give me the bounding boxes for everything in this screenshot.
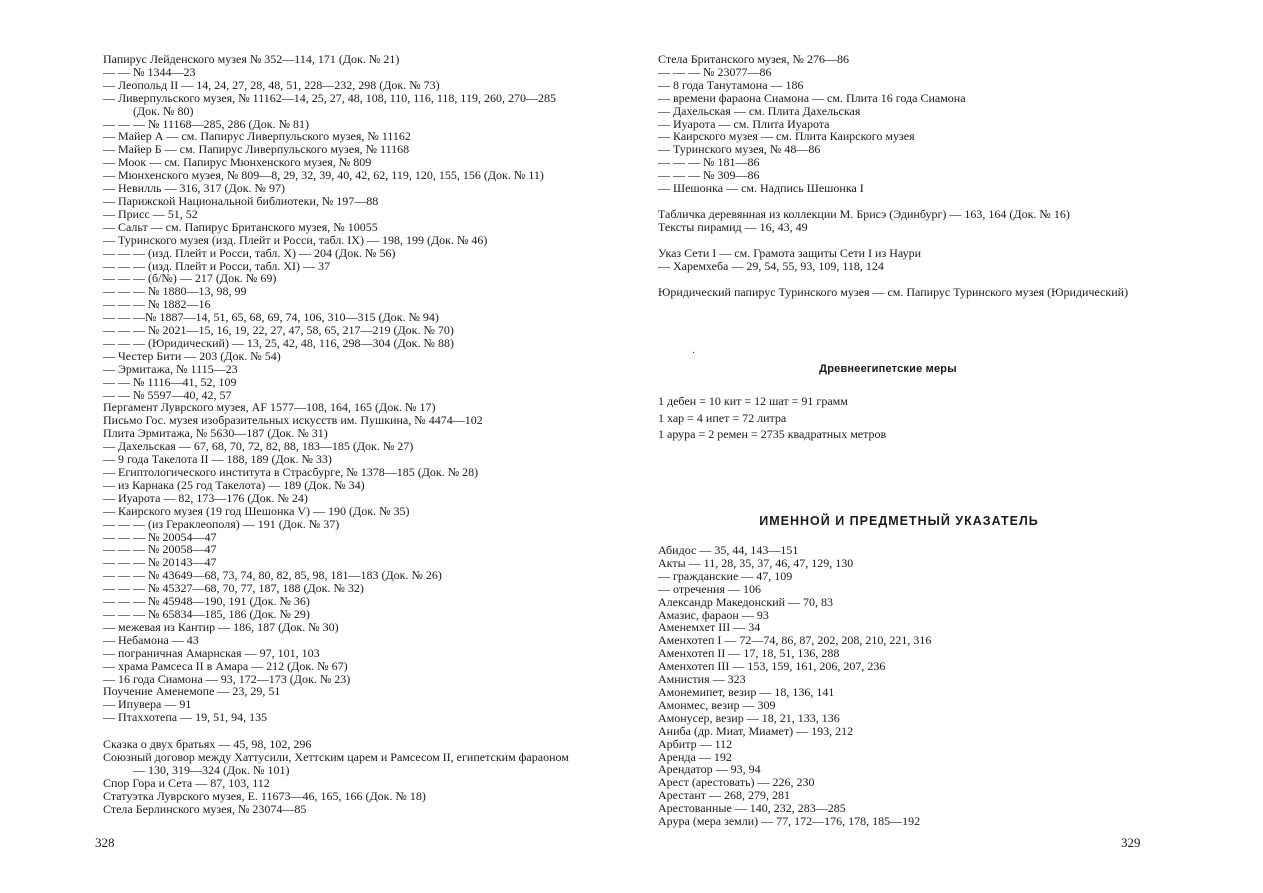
index-entry: — — — № 11168—285, 286 (Док. № 81): [103, 116, 310, 131]
index-entry: — — — № 20143—47: [103, 555, 217, 570]
left-entries-list: [103, 53, 573, 724]
index-entry: — — — (Юридический) — 13, 25, 42, 48, 116, 298—304 (Док. № 88): [103, 335, 454, 350]
index-entry: — Дахельская — см. Плита Дахельская: [658, 103, 861, 118]
index-entry: Плита Эрмитажа, № 5630—187 (Док. № 31): [103, 426, 328, 441]
right-page: [631, 0, 1263, 893]
index-entry: Амазис, фараон — 93: [658, 607, 769, 622]
index-entry: — — № 5597—40, 42, 57: [103, 387, 232, 402]
index-entry: — Эрмитажа, № 1115—23: [103, 361, 238, 376]
index-entry: Аменхотеп III — 153, 159, 161, 206, 207, 236: [658, 659, 886, 674]
index-title: ИМЕННОЙ И ПРЕДМЕТНЫЙ УКАЗАТЕЛЬ: [759, 514, 1039, 528]
index-entry: — — —№ 1887—14, 51, 65, 68, 69, 74, 106, 310—315 (Док. № 94): [103, 310, 439, 325]
index-entry: Арестант — 268, 279, 281: [658, 788, 790, 803]
right-index-column: [658, 53, 1138, 299]
index-entry: — Парижской Национальной библиотеки, № 197—88: [103, 193, 379, 208]
index-entry: — — — (из Гераклеополя) — 191 (Док. № 37): [103, 516, 340, 531]
index-entry: — храма Рамсеса II в Амара — 212 (Док. № 67): [103, 658, 348, 673]
index-entry: — — — № 1882—16: [103, 297, 211, 312]
index-entry: Стела Берлинского музея, № 23074—85: [103, 801, 307, 816]
index-entry: — Шешонка — см. Надпись Шешонка I: [658, 181, 864, 196]
index-entry: — — — № 1880—13, 98, 99: [103, 284, 247, 299]
index-entry: — гражданские — 47, 109: [658, 568, 793, 583]
index-entry: Указ Сети I — см. Грамота защиты Сети I из Наури: [658, 245, 922, 260]
index-entry: Амонмес, везир — 309: [658, 697, 776, 712]
index-entry: — Туринского музея (изд. Плейт и Росси, табл. IX) — 198, 199 (Док. № 46): [103, 232, 488, 247]
index-entry: — Леопольд II — 14, 24, 27, 28, 48, 51, 228—232, 298 (Док. № 73): [103, 77, 440, 92]
index-entry: Арестованные — 140, 232, 283—285: [658, 801, 846, 816]
index-entry: — Иуарота — 82, 173—176 (Док. № 24): [103, 490, 308, 505]
right-entries-list-3: [658, 247, 1138, 273]
index-entry: — — — № 45327—68, 70, 77, 187, 188 (Док. № 32): [103, 581, 364, 596]
index-entry: — Ливерпульского музея, № 11162—14, 25, 27, 48, 108, 110, 116, 118, 119, 260, 270—285 (Док. № 80): [103, 90, 556, 118]
index-entry: — Каирского музея (19 год Шешонка V) — 190 (Док. № 35): [103, 503, 410, 518]
left-index-column: [103, 53, 573, 816]
index-entry: — — — № 2021—15, 16, 19, 22, 27, 47, 58, 65, 217—219 (Док. № 70): [103, 323, 454, 338]
index-entry: — — — (б/№) — 217 (Док. № 69): [103, 271, 277, 286]
right-entries-list-2: [658, 208, 1138, 234]
index-entry: Аренда — 192: [658, 749, 732, 764]
index-entry: — Иуарота — см. Плита Иуарота: [658, 116, 830, 131]
index-entry: — Честер Бити — 203 (Док. № 54): [103, 348, 281, 363]
index-entry: — 16 года Сиамона — 93, 172—173 (Док. № 23): [103, 671, 351, 686]
index-entry: — — — № 20058—47: [103, 542, 217, 557]
measure-line: 1 хар = 4 ипет = 72 литра: [658, 410, 787, 425]
index-entry: Амнистия — 323: [658, 672, 746, 687]
index-entry: — — — № 65834—185, 186 (Док. № 29): [103, 606, 310, 621]
index-entry: Сказка о двух братьях — 45, 98, 102, 296: [103, 737, 312, 752]
index-entry: Пергамент Луврского музея, AF 1577—108, 164, 165 (Док. № 17): [103, 400, 436, 415]
index-entry: Юридический папирус Туринского музея — см. Папирус Туринского музея (Юридический): [658, 284, 1129, 299]
index-entry: — Моок — см. Папирус Мюнхенского музея, № 809: [103, 155, 372, 170]
index-entry: — Невилль — 316, 317 (Док. № 97): [103, 181, 285, 196]
right-entries-list-1: [658, 53, 1138, 195]
index-entry: — — — № 309—86: [658, 168, 760, 183]
index-entry: — Майер А — см. Папирус Ливерпульского музея, № 11162: [103, 129, 411, 144]
index-entry: — Сальт — см. Папирус Британского музея, № 10055: [103, 219, 378, 234]
index-entry: Союзный договор между Хаттусили, Хеттским царем и Рамсесом II, египетским фараоном — 130, 319—324 (Док. № 101): [103, 750, 569, 777]
index-entry: — — — № 43649—68, 73, 74, 80, 82, 85, 98, 181—183 (Док. № 26): [103, 568, 442, 583]
index-entry: — Небамона — 43: [103, 632, 199, 647]
index-entry: Амонусер, везир — 18, 21, 133, 136: [658, 710, 840, 725]
index-entry: Поучение Аменемопе — 23, 29, 51: [103, 684, 281, 699]
index-entry: — Присс — 51, 52: [103, 206, 198, 221]
index-entry: Арест (арестовать) — 226, 230: [658, 775, 815, 790]
index-entry: Абидос — 35, 44, 143—151: [658, 543, 799, 557]
left-page: [0, 0, 631, 893]
index-entry: — 8 года Танутамона — 186: [658, 77, 804, 92]
index-entry: Александр Македонский — 70, 83: [658, 594, 834, 609]
index-entry: — — № 1344—23: [103, 64, 196, 79]
index-entry: — — № 1116—41, 52, 109: [103, 374, 237, 389]
index-entry: Арбитр — 112: [658, 736, 733, 751]
measures-title: Древнеегипетские меры: [819, 363, 957, 375]
index-entry: Спор Гора и Сета — 87, 103, 112: [103, 775, 270, 790]
index-entry: — времени фараона Сиамона — см. Плита 16 года Сиамона: [658, 90, 966, 105]
index-entry: Тексты пирамид — 16, 43, 49: [658, 219, 808, 234]
index-entry: — Дахельская — 67, 68, 70, 72, 82, 88, 183—185 (Док. № 27): [103, 439, 414, 454]
index-entry: — пограничная Амарнская — 97, 101, 103: [103, 645, 320, 660]
index-entry: — — — № 181—86: [658, 155, 760, 170]
index-entry: — 9 года Такелота II — 188, 189 (Док. № 33): [103, 452, 332, 467]
page-number-left: 328: [95, 835, 115, 850]
index-entry: Папирус Лейденского музея № 352—114, 171 (Док. № 21): [103, 52, 400, 66]
measure-line: 1 дебен = 10 кит = 12 шат = 91 грамм: [658, 394, 848, 408]
index-entry: Арура (мера земли) — 77, 172—176, 178, 185—192: [658, 814, 921, 829]
measures-list: [658, 393, 1058, 443]
index-entry: — Египтологического института в Страсбурге, № 1378—185 (Док. № 28): [103, 465, 479, 479]
stray-mark: ·: [692, 348, 696, 359]
index-entry: — отречения — 106: [658, 581, 761, 596]
index-entry: — Туринского музея, № 48—86: [658, 142, 821, 157]
right-entries-list-4: [658, 286, 1138, 299]
index-entry: — Мюнхенского музея, № 809—8, 29, 32, 39, 40, 42, 62, 119, 120, 155, 156 (Док. № 11): [103, 168, 544, 183]
index-entry: Аниба (др. Миат, Миамет) — 193, 212: [658, 723, 854, 738]
left-entries-list-2: [103, 738, 573, 815]
index-entry: — — — (изд. Плейт и Росси, табл. XI) — 37: [103, 258, 331, 273]
index-entry: Аменхотеп II — 17, 18, 51, 136, 288: [658, 646, 840, 661]
index-entries-list: [658, 544, 1128, 828]
index-entry: — — — (изд. Плейт и Росси, табл. X) — 204 (Док. № 56): [103, 245, 396, 260]
index-entry: Аменемхет III — 34: [658, 620, 761, 635]
index-entry: — — — № 20054—47: [103, 529, 217, 544]
index-entry: — Майер Б — см. Папирус Ливерпульского музея, № 11168: [103, 142, 410, 157]
index-entry: Письмо Гос. музея изобразительных искусств им. Пушкина, № 4474—102: [103, 413, 483, 428]
index-entry: — межевая из Кантир — 186, 187 (Док. № 30): [103, 619, 339, 634]
index-entry: — Каирского музея — см. Плита Каирского музея: [658, 129, 915, 144]
index-entry: — — — № 23077—86: [658, 64, 772, 79]
page-number-right: 329: [1121, 835, 1141, 850]
index-entry: — — — № 45948—190, 191 (Док. № 36): [103, 594, 310, 609]
index-entry: Аменхотеп I — 72—74, 86, 87, 202, 208, 210, 221, 316: [658, 633, 932, 648]
index-entry: — Ипувера — 91: [103, 697, 192, 712]
index-entry: — Птаххотепа — 19, 51, 94, 135: [103, 710, 268, 725]
index-entry: — из Карнака (25 год Такелота) — 189 (Док. № 34): [103, 477, 365, 492]
index-entry: Стела Британского музея, № 276—86: [658, 52, 849, 66]
index-entry: Акты — 11, 28, 35, 37, 46, 47, 129, 130: [658, 555, 854, 570]
index-entry: — Харемхеба — 29, 54, 55, 93, 109, 118, 124: [658, 258, 884, 273]
measure-line: 1 арура = 2 ремен = 2735 квадратных метров: [658, 427, 887, 441]
index-entry: Табличка деревянная из коллекции М. Брисэ (Эдинбург) — 163, 164 (Док. № 16): [658, 206, 1070, 221]
index-entry: Арендатор — 93, 94: [658, 762, 761, 777]
index-entry: Амонемипет, везир — 18, 136, 141: [658, 684, 835, 699]
index-entry: Статуэтка Луврского музея, E. 11673—46, 165, 166 (Док. № 18): [103, 788, 426, 803]
